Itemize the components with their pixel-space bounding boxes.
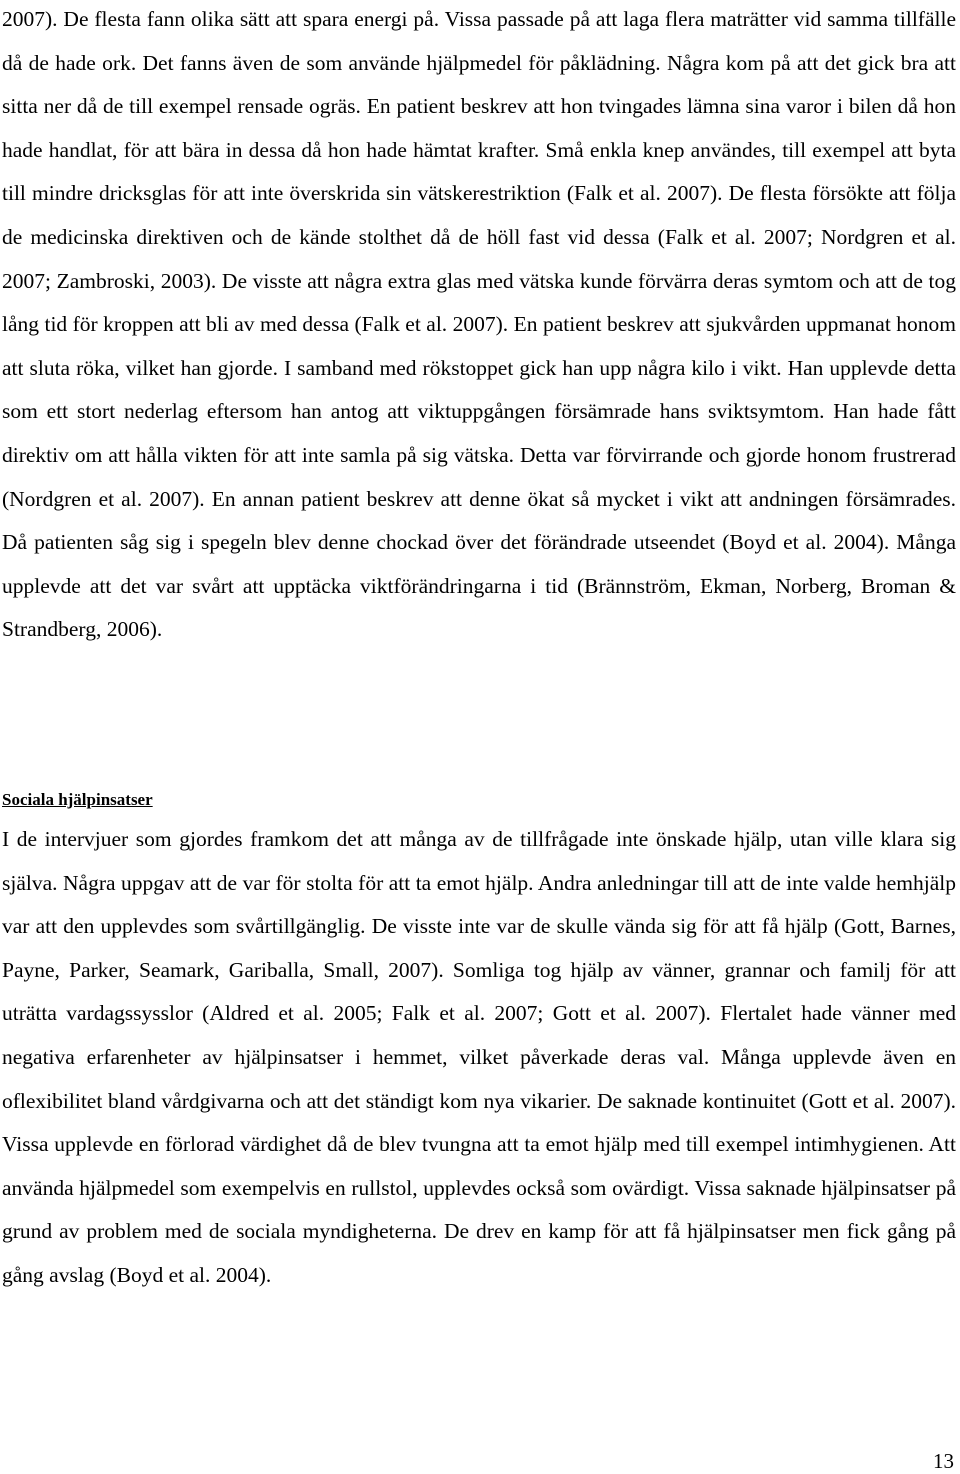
body-paragraph-energy-strategies: 2007). De flesta fann olika sätt att spara energi på. Vissa passade på att laga flera maträtter vid samma tillfälle då de hade ork. Det fanns även de som använde hjälpmedel för påklädning. Några kom på att det gick bra att sitta ner då de till exempel rensade ogräs. En patient beskrev att hon tvingades lämna sina varor i bilen då hon hade handlat, för att bära in dessa då hon hade hämtat krafter. Små enkla knep användes, till exempel att byta till mindre dricksglas för att inte överskrida sin vätskerestriktion (Falk et al. 2007). De flesta försökte att följa de medicinska direktiven och de kände stolthet då de höll fast vid dessa (Falk et al. 2007; Nordgren et al. 2007; Zambroski, 2003). De visste att några extra glas med vätska kunde förvärra deras symtom och att de tog lång tid för kroppen att bli av med dessa (Falk et al. 2007). En patient beskrev att sjukvården uppmanat honom att sluta röka, vilket han gjorde. I samband med rökstoppet gick han upp några kilo i vikt. Han upplevde detta som ett stort nederlag eftersom han antog att viktuppgången försämrade hans sviktsymtom. Han hade fått direktiv om att hålla vikten för att inte samla på sig vätska. Detta var förvirrande och gjorde honom frustrerad (Nordgren et al. 2007). En annan patient beskrev att denne ökat så mycket i vikt att andningen försämrades. Då patienten såg sig i spegeln blev denne chockad över det förändrade utseendet (Boyd et al. 2004). Många upplevde att det var svårt att upptäcka viktförändringarna i tid (Brännström, Ekman, Norberg, Broman & Strandberg, 2006). (2, 7, 956, 642)
body-paragraph-social-support: I de intervjuer som gjordes framkom det att många av de tillfrågade inte önskade hjälp, utan ville klara sig själva. Några uppgav att de var för stolta för att ta emot hjälp. Andra anledningar till att de inte valde hemhjälp var att den upplevdes som svårtillgänglig. De visste inte var de skulle vända sig för att få hjälp (Gott, Barnes, Payne, Parker, Seamark, Gariballa, Small, 2007). Somliga tog hjälp av vänner, grannar och familj för att uträtta vardagssysslor (Aldred et al. 2005; Falk et al. 2007; Gott et al. 2007). Flertalet hade vänner med negativa erfarenheter av hjälpinsatser i hemmet, vilket påverkade deras val. Många upplevde även en oflexibilitet bland vårdgivarna och att det ständigt kom nya vikarier. De saknade kontinuitet (Gott et al. 2007). Vissa upplevde en förlorad värdighet då de blev tvungna att ta emot hjälp med till exempel intimhygienen. Att använda hjälpmedel som exempelvis en rullstol, upplevdes också som ovärdigt. Vissa saknade hjälpinsatser på grund av problem med de sociala myndigheterna. De drev en kamp för att få hjälpinsatser men fick gång på gång avslag (Boyd et al. 2004). (2, 827, 956, 1287)
page-number: 13 (933, 1449, 954, 1473)
section-heading: Sociala hjälpinsatser (2, 790, 153, 809)
